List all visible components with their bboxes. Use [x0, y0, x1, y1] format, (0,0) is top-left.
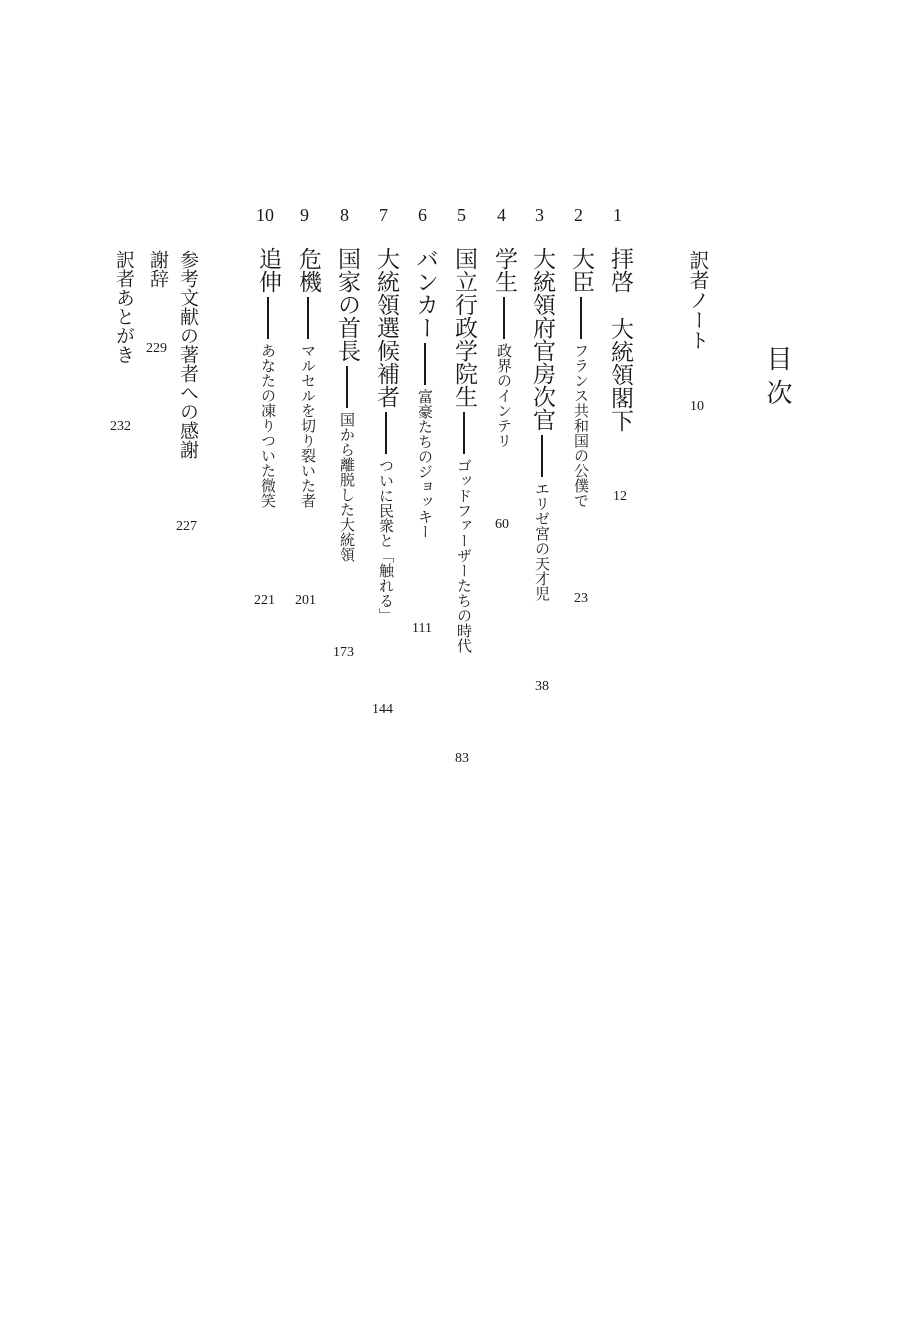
back-matter-page: 232	[110, 419, 131, 434]
back-matter-label: 参考文献の著者への感謝	[177, 250, 199, 459]
chapter-number: 4	[497, 205, 506, 225]
back-matter-label: 謝辞	[147, 250, 169, 288]
chapter-subtitle: あなたの凍りついた微笑	[259, 343, 277, 508]
chapter-entry	[569, 247, 592, 508]
translator-note-page: 10	[690, 399, 704, 414]
em-dash	[503, 297, 505, 339]
chapter-title: 国立行政学院生	[451, 247, 477, 408]
chapter-entry	[608, 247, 631, 432]
chapter-subtitle: 富豪たちのジョッキー	[416, 389, 434, 539]
chapter-number: 9	[300, 205, 309, 225]
chapter-entry	[335, 247, 358, 562]
chapter-entry	[296, 247, 319, 508]
chapter-subtitle: フランス共和国の公僕で	[572, 343, 590, 508]
chapter-number: 6	[418, 205, 427, 225]
em-dash	[424, 343, 426, 385]
chapter-page: 83	[455, 751, 469, 766]
chapter-entry	[256, 247, 279, 508]
chapter-page: 221	[254, 593, 275, 608]
chapter-entry	[492, 247, 515, 448]
chapter-subtitle: 政界のインテリ	[495, 343, 513, 448]
chapter-title: 学生	[491, 247, 517, 293]
back-matter-page: 229	[146, 341, 167, 356]
em-dash	[580, 297, 582, 339]
chapter-page: 173	[333, 645, 354, 660]
em-dash	[346, 366, 348, 408]
chapter-page: 38	[535, 679, 549, 694]
back-matter-label: 訳者あとがき	[113, 250, 135, 364]
chapter-page: 111	[412, 621, 432, 636]
chapter-entry	[452, 247, 475, 653]
chapter-title: 追伸	[255, 247, 281, 293]
chapter-subtitle: エリゼ宮の天才児	[533, 481, 551, 601]
chapter-subtitle: ゴッドファーザーたちの時代	[455, 458, 473, 653]
chapter-number: 7	[379, 205, 388, 225]
chapter-number: 3	[535, 205, 544, 225]
em-dash	[541, 435, 543, 477]
chapter-title: 危機	[295, 247, 321, 293]
chapter-title: 大臣	[568, 247, 594, 293]
chapter-title: 国家の首長	[334, 247, 360, 362]
em-dash	[385, 412, 387, 454]
chapter-page: 201	[295, 593, 316, 608]
chapter-number: 2	[574, 205, 583, 225]
toc-title: 目次	[762, 345, 792, 413]
chapter-title-2: 大統領閣下	[607, 317, 633, 432]
chapter-subtitle: 国から離脱した大統領	[338, 412, 356, 562]
em-dash	[307, 297, 309, 339]
chapter-number: 10	[256, 205, 274, 225]
chapter-number: 1	[613, 205, 622, 225]
chapter-title: 拝啓	[607, 247, 633, 293]
chapter-page: 60	[495, 517, 509, 532]
back-matter-page: 227	[176, 519, 197, 534]
chapter-title: 大統領選候補者	[373, 247, 399, 408]
em-dash	[463, 412, 465, 454]
chapter-entry	[530, 247, 553, 601]
chapter-subtitle: ついに民衆と「触れる」	[377, 458, 395, 623]
translator-note-label: 訳者ノート	[686, 250, 710, 350]
chapter-subtitle: マルセルを切り裂いた者	[299, 343, 317, 508]
chapter-number: 5	[457, 205, 466, 225]
chapter-page: 12	[613, 489, 627, 504]
chapter-number: 8	[340, 205, 349, 225]
chapter-title: バンカー	[412, 247, 438, 339]
em-dash	[267, 297, 269, 339]
chapter-title: 大統領府官房次官	[529, 247, 555, 431]
chapter-entry	[413, 247, 436, 539]
chapter-entry	[374, 247, 397, 623]
chapter-page: 23	[574, 591, 588, 606]
chapter-page: 144	[372, 702, 393, 717]
